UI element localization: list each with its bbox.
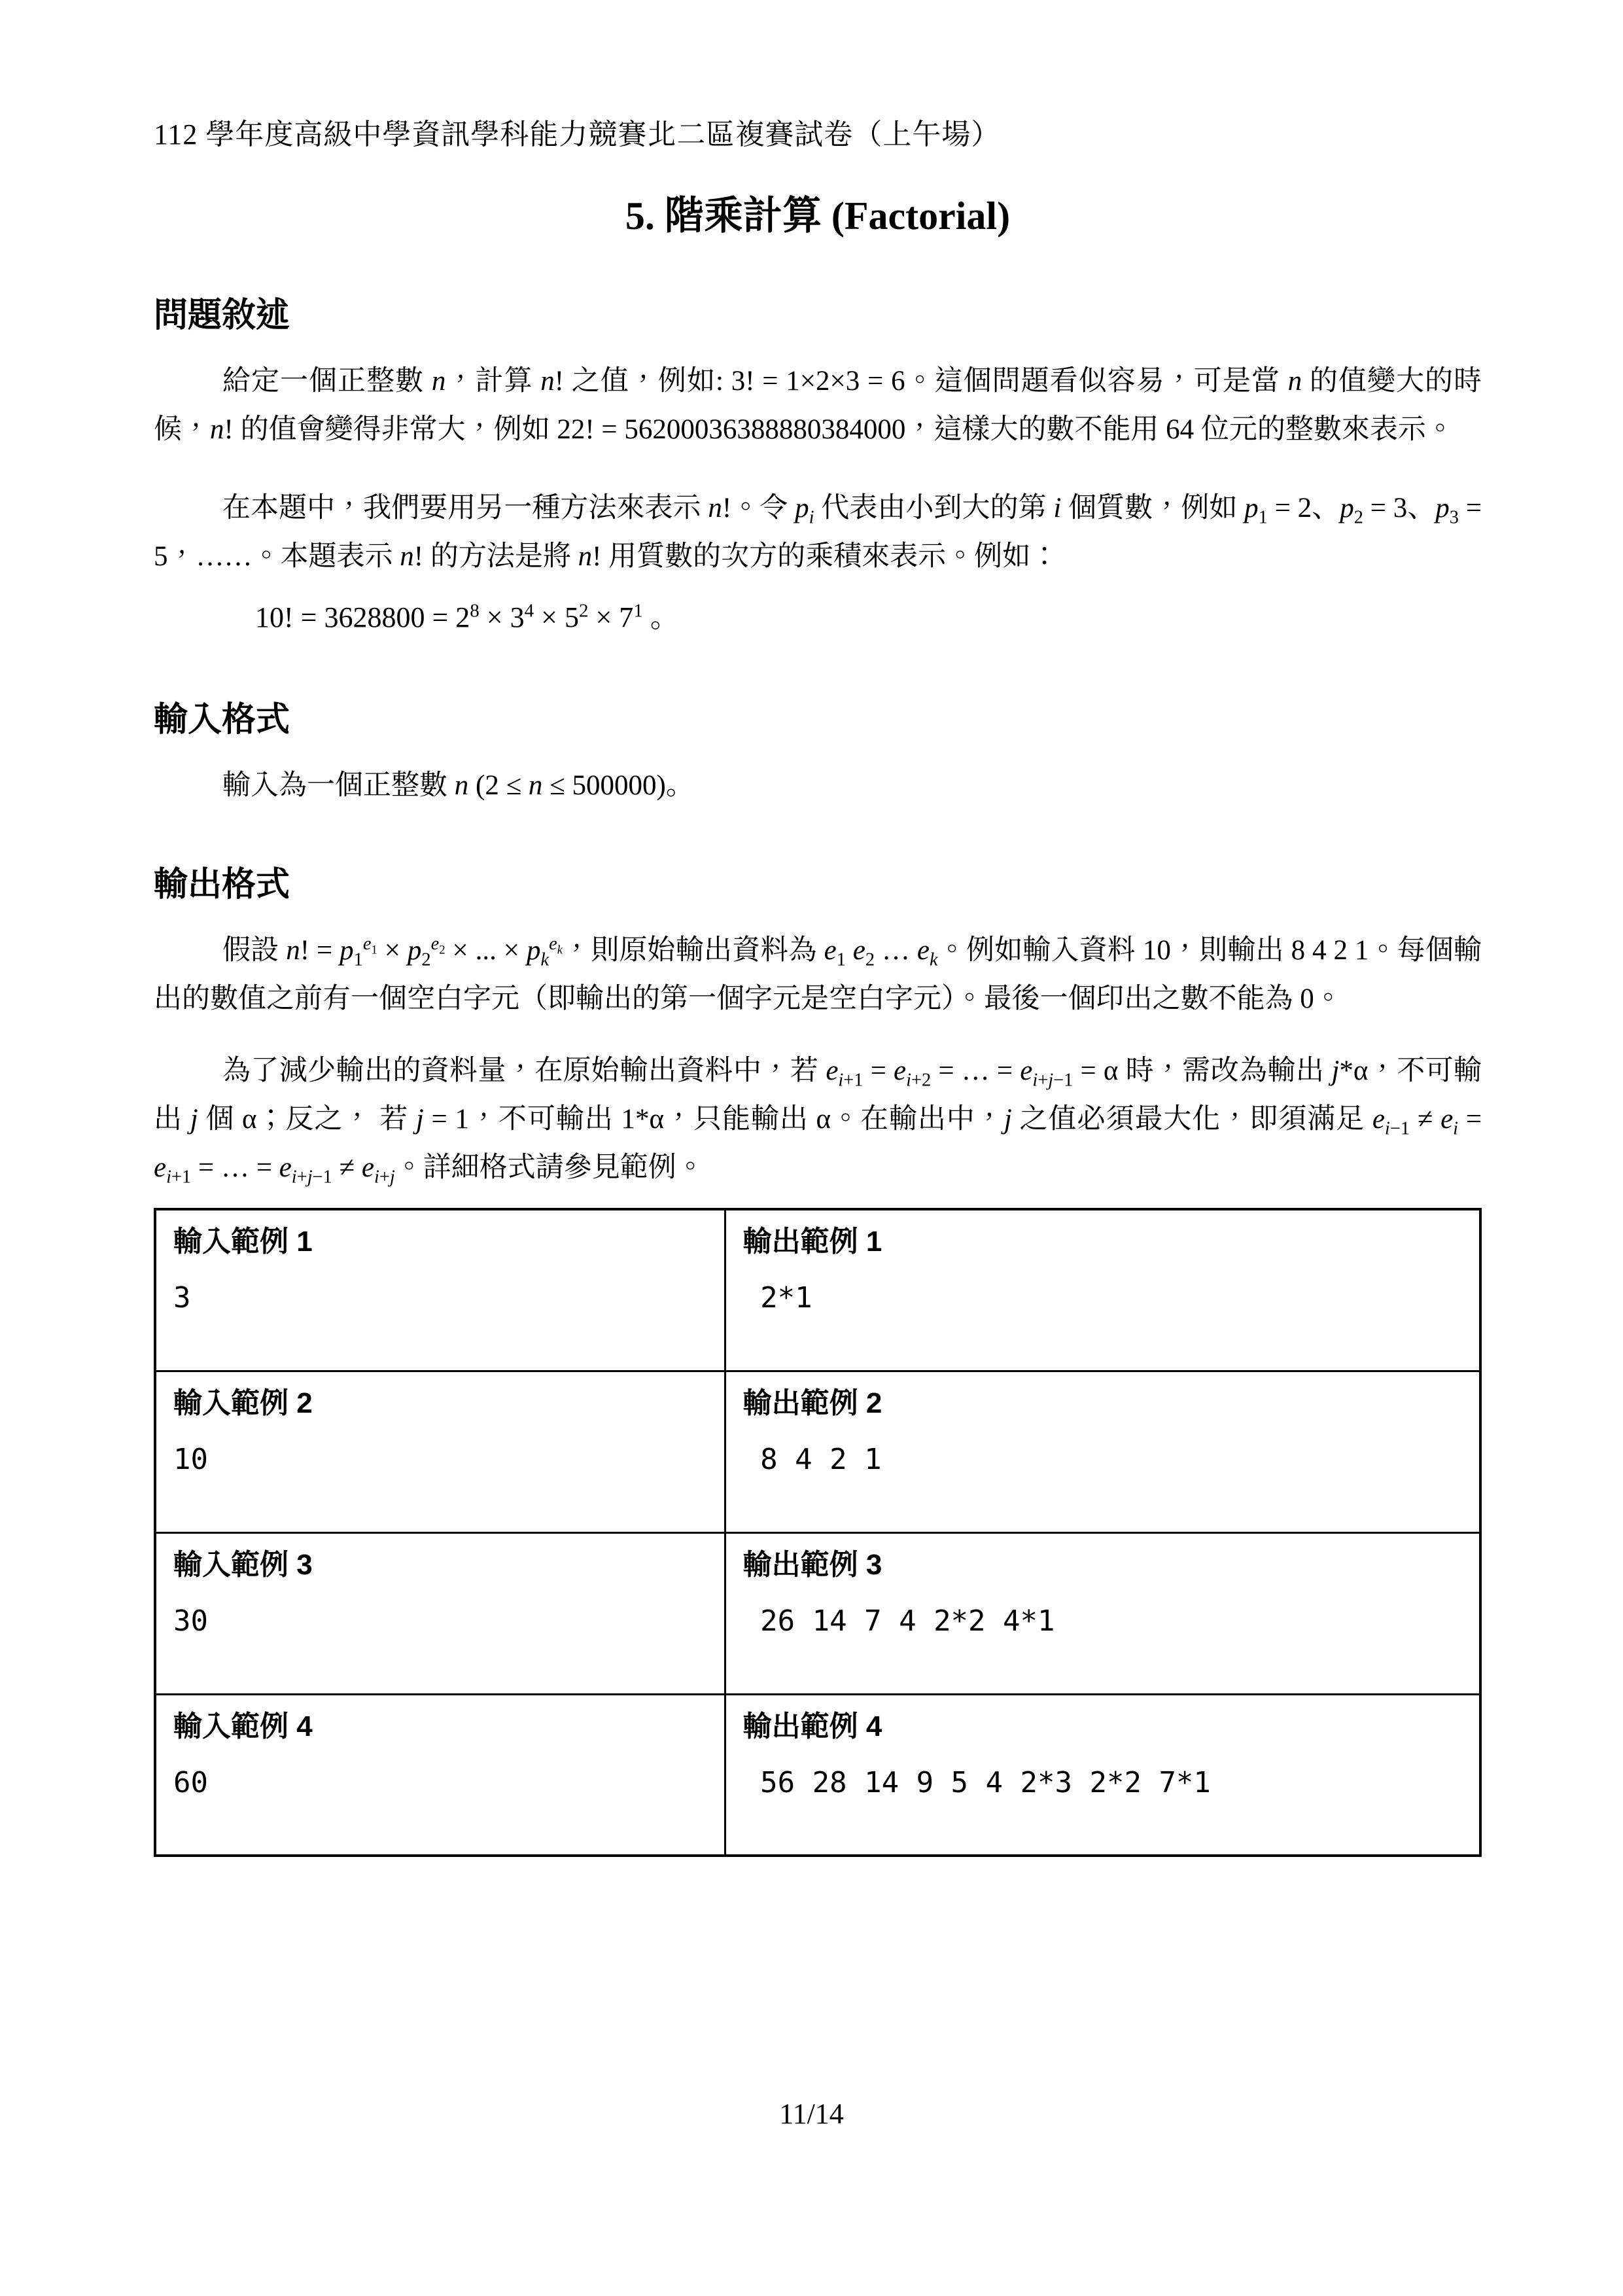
factorial-equation: 10! = $3628800 = 2^8 \times 3^4 \times 5^2 \times 7^1$ 。 (255, 600, 679, 633)
input-example-cell-3 (155, 1532, 725, 1694)
output-example-value: 8 4 2 1 (742, 1442, 882, 1476)
input-format-paragraph: 輸入為一個正整數 n (2 ≤ n ≤ 500000)。 (222, 770, 694, 801)
output-format-paragraph-1: 假設 n! = $p_1^{e_1} \times p_2^{e_2}$ × ... × $p_k^{e_k}$，則原始輸出資料為 $e_1$ $e_2$ … $e_k$。例如輸入資料 10，則輸出 8 4 2 1。每個輸出的數值之前有一個空白字元（即輸出的第一個字元是空白字元）。最後一個印出之數不能為 0。 (154, 933, 1482, 1014)
input-example-label: 輸入範例 2 (173, 1386, 313, 1419)
section-input-heading: 輸入格式 (154, 701, 290, 739)
input-example-value: 60 (173, 1765, 208, 1799)
example-row-4 (155, 1694, 1480, 1856)
output-example-value: 2*1 (742, 1281, 812, 1315)
output-example-label: 輸出範例 4 (742, 1710, 882, 1742)
input-example-value: 30 (173, 1604, 208, 1638)
examples-table (154, 1208, 1482, 1857)
output-example-cell-2 (725, 1371, 1480, 1532)
section-output-heading: 輸出格式 (154, 866, 290, 904)
output-example-cell-4 (725, 1694, 1480, 1856)
example-row-1 (155, 1209, 1480, 1371)
input-example-cell-1 (155, 1209, 725, 1371)
section-problem-heading: 問題敘述 (154, 296, 290, 334)
input-example-cell-4 (155, 1694, 725, 1856)
output-example-cell-3 (725, 1532, 1480, 1694)
output-example-value: 26 14 7 4 2*2 4*1 (742, 1604, 1055, 1638)
example-row-2 (155, 1371, 1480, 1532)
output-example-label: 輸出範例 1 (742, 1226, 882, 1258)
output-format-paragraph-2: 為了減少輸出的資料量，在原始輸出資料中，若 $e_{i+1} = e_{i+2}$ = … = $e_{i+j-1} = \alpha$ 時，需改為輸出 j*α，不可輸出 j 個 α；反之， 若 j = 1，不可輸出 1*α，只能輸出 α。在輸出中，j 之值必須最大化，即須滿足 $e_{i-1} \ne e_i = e_{i+1}$ = … = $e_{i+j-1} \ne e_{i+j}$。詳細格式請參見範例。 (154, 1055, 1482, 1188)
input-example-label: 輸入範例 4 (173, 1710, 313, 1742)
input-example-cell-2 (155, 1371, 725, 1532)
output-example-cell-1 (725, 1209, 1480, 1371)
problem-paragraph-2: 在本題中，我們要用另一種方法來表示 n!。令 $p_i$ 代表由小到大的第 i 個質數，例如 $p_1 = 2$、$p_2 = 3$、$p_3 = 5$，……。本題表示 n! 的方法是將 n! 用質數的次方的乘積來表示。例如： (154, 493, 1482, 572)
page-title: 5. 階乘計算 (Factorial) (625, 194, 1011, 238)
output-example-label: 輸出範例 2 (742, 1386, 882, 1419)
input-example-label: 輸入範例 1 (173, 1226, 313, 1258)
input-example-value: 10 (173, 1442, 208, 1476)
problem-paragraph-1: 給定一個正整數 n，計算 n! 之值，例如: 3! = 1×2×3 = 6。這個問題看似容易，可是當 n 的值變大的時候，n! 的值會變得非常大，例如 22! = 56200036388880384000，這樣大的數不能用 64 位元的整數來表示。 (154, 366, 1482, 445)
example-row-3 (155, 1532, 1480, 1694)
output-example-value: 56 28 14 9 5 4 2*3 2*2 7*1 (742, 1765, 1211, 1799)
input-example-label: 輸入範例 3 (173, 1548, 313, 1581)
exam-header: 112 學年度高級中學資訊學科能力競賽北二區複賽試卷（上午場） (154, 118, 1001, 150)
input-example-value: 3 (173, 1281, 191, 1315)
page-number: 11/14 (779, 2098, 844, 2130)
output-example-label: 輸出範例 3 (742, 1548, 882, 1581)
